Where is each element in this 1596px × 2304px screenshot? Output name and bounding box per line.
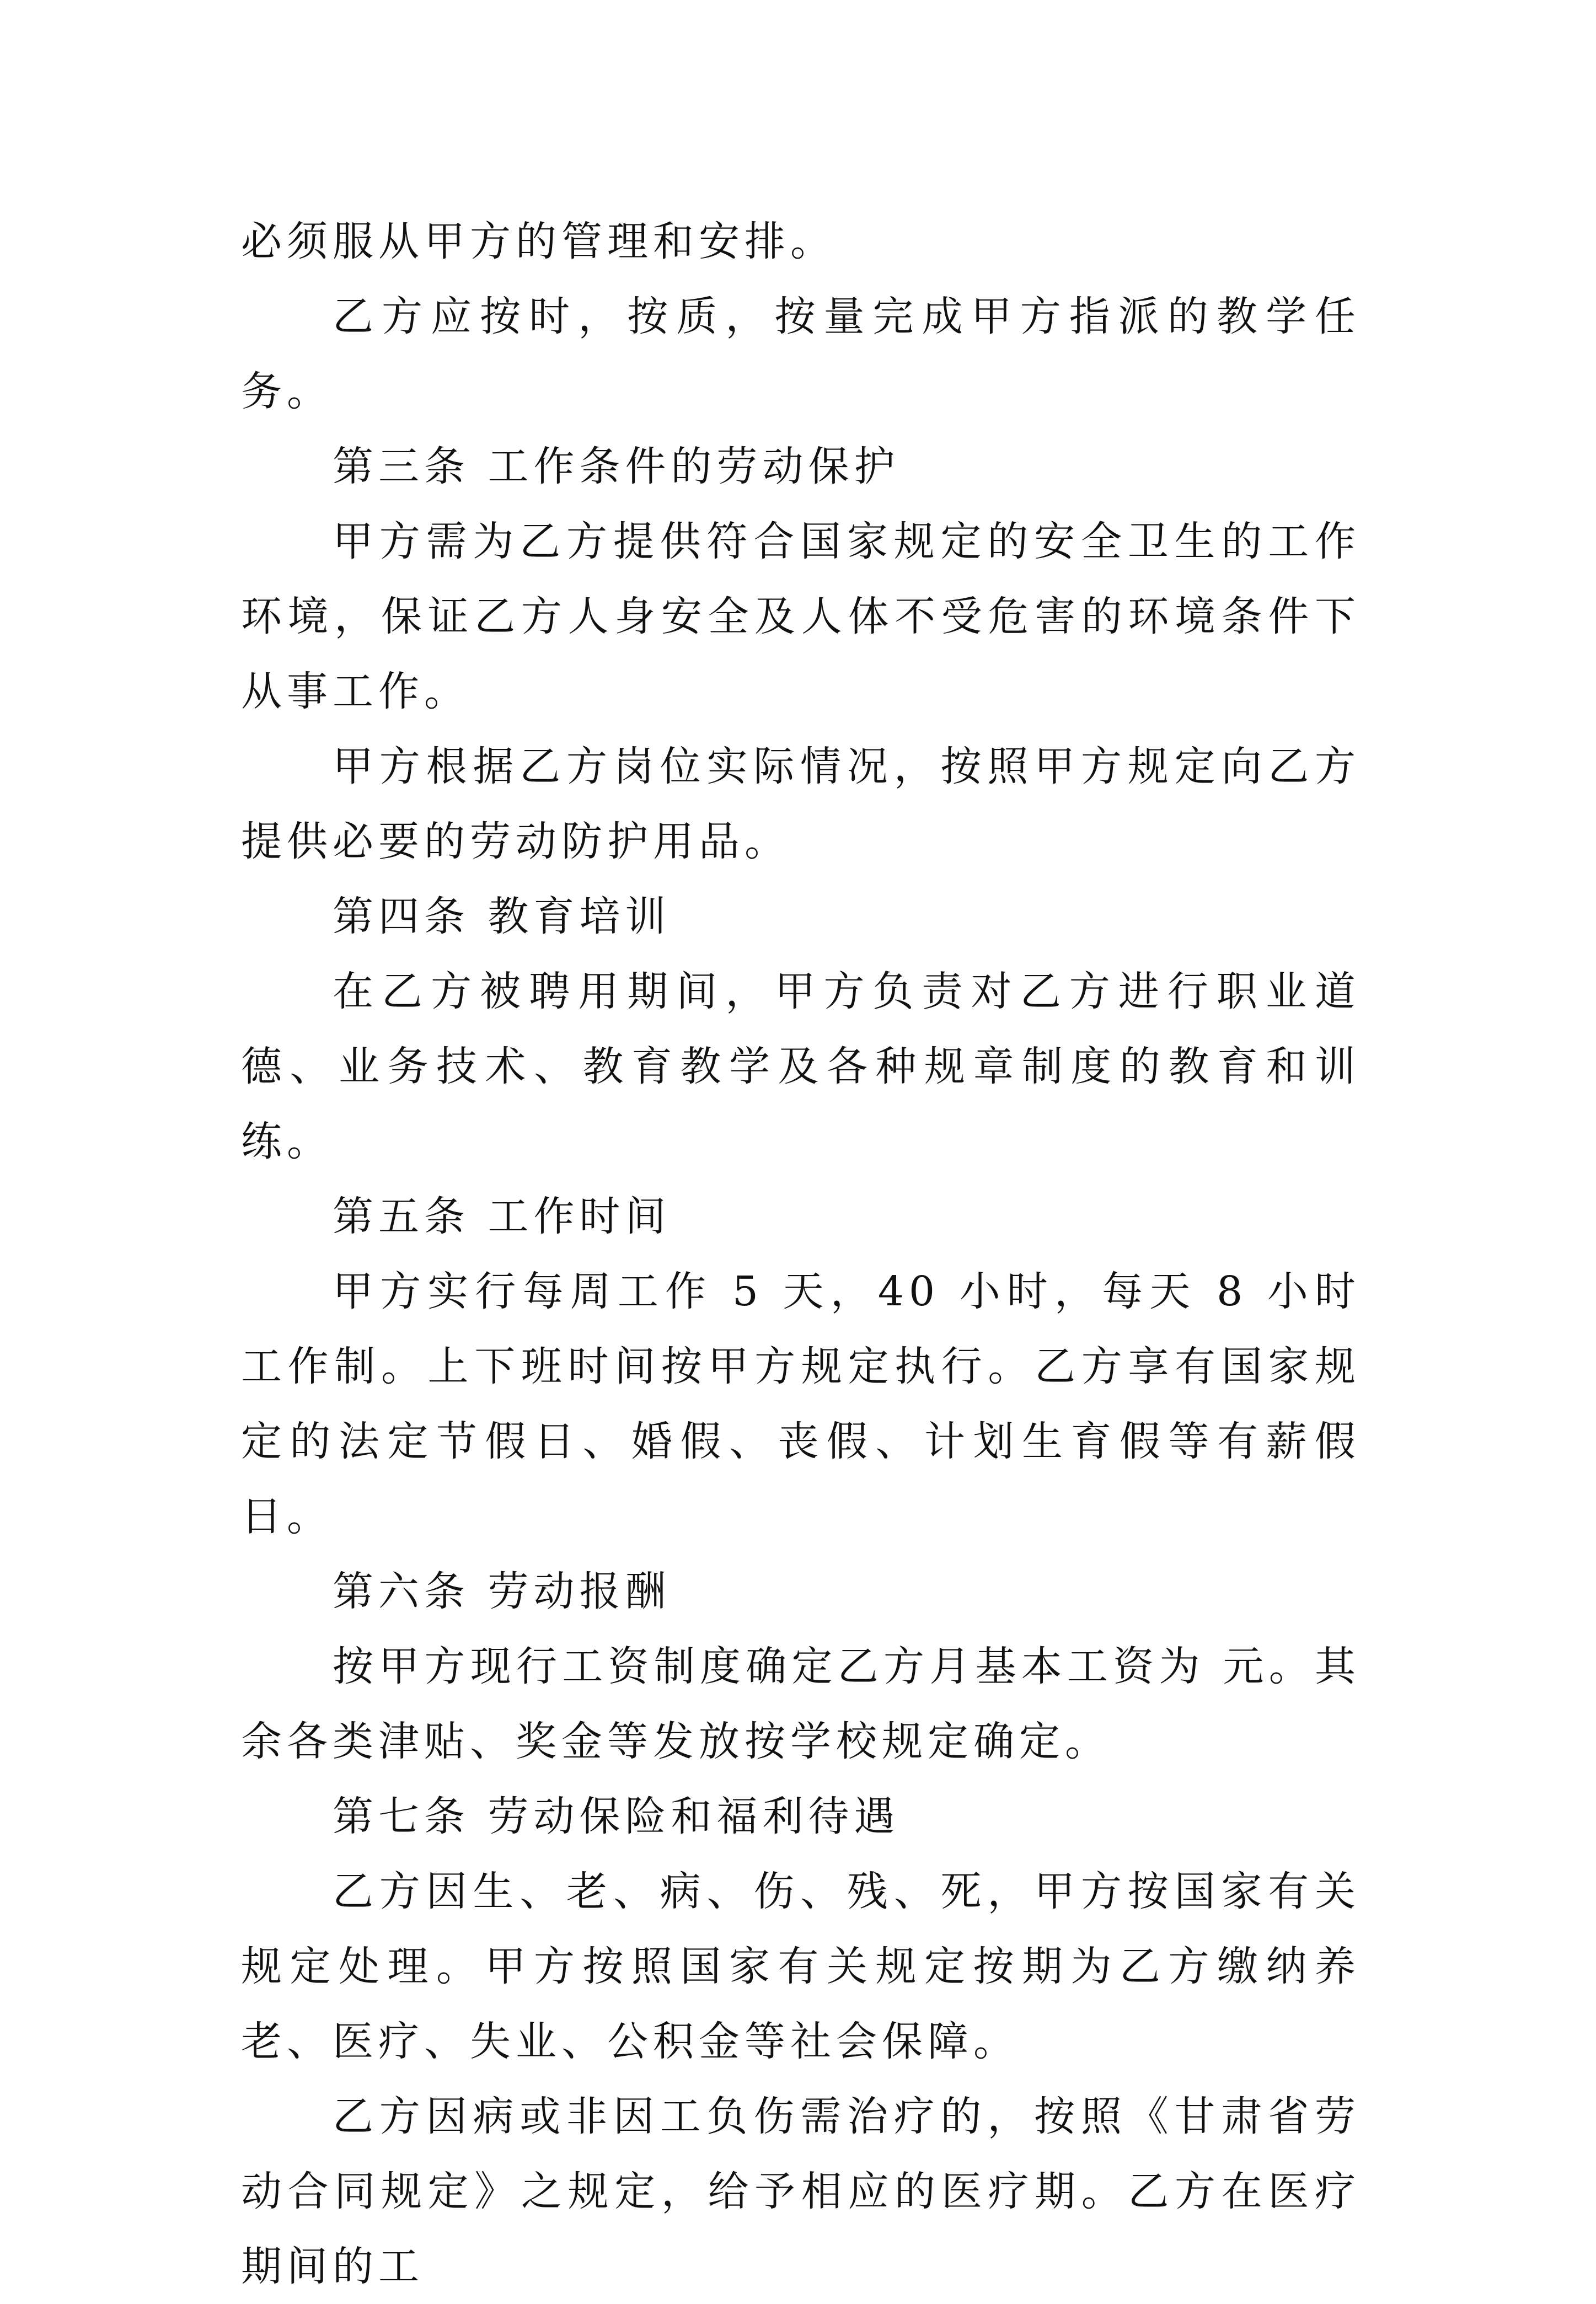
- paragraph-social-insurance: 乙方因生、老、病、伤、残、死，甲方按国家有关规定处理。甲方按照国家有关规定按期为乙方缴纳养老、医疗、失业、公积金等社会保障。: [241, 1868, 1361, 2065]
- paragraph-teaching-duty: 乙方应按时，按质，按量完成甲方指派的教学任务。: [241, 293, 1361, 415]
- paragraph-safe-environment: 甲方需为乙方提供符合国家规定的安全卫生的工作环境，保证乙方人身安全及人体不受危害的环境条件下从事工作。: [241, 518, 1361, 715]
- article-6-heading: 第六条 劳动报酬: [333, 1568, 671, 1615]
- article-5-heading: 第五条 工作时间: [333, 1193, 671, 1240]
- article-3-heading: 第三条 工作条件的劳动保护: [333, 443, 900, 490]
- paragraph-working-hours: 甲方实行每周工作 5 天，40 小时，每天 8 小时工作制。上下班时间按甲方规定执行。乙方享有国家规定的法定节假日、婚假、丧假、计划生育假等有薪假日。: [241, 1268, 1361, 1540]
- document-body: [241, 204, 1361, 2304]
- article-4-heading: 第四条 教育培训: [333, 893, 671, 940]
- paragraph-protective-equipment: 甲方根据乙方岗位实际情况，按照甲方规定向乙方提供必要的劳动防护用品。: [241, 743, 1361, 865]
- paragraph-medical-period: 乙方因病或非因工负伤需治疗的，按照《甘肃省劳动合同规定》之规定，给予相应的医疗期。乙方在医疗期间的工: [241, 2093, 1361, 2290]
- paragraph-training: 在乙方被聘用期间，甲方负责对乙方进行职业道德、业务技术、教育教学及各种规章制度的教育和训练。: [241, 968, 1361, 1165]
- paragraph-salary: 按甲方现行工资制度确定乙方月基本工资为 元。其余各类津贴、奖金等发放按学校规定确定。: [241, 1643, 1361, 1765]
- paragraph-continuation: 必须服从甲方的管理和安排。: [241, 218, 836, 265]
- article-7-heading: 第七条 劳动保险和福利待遇: [333, 1793, 900, 1840]
